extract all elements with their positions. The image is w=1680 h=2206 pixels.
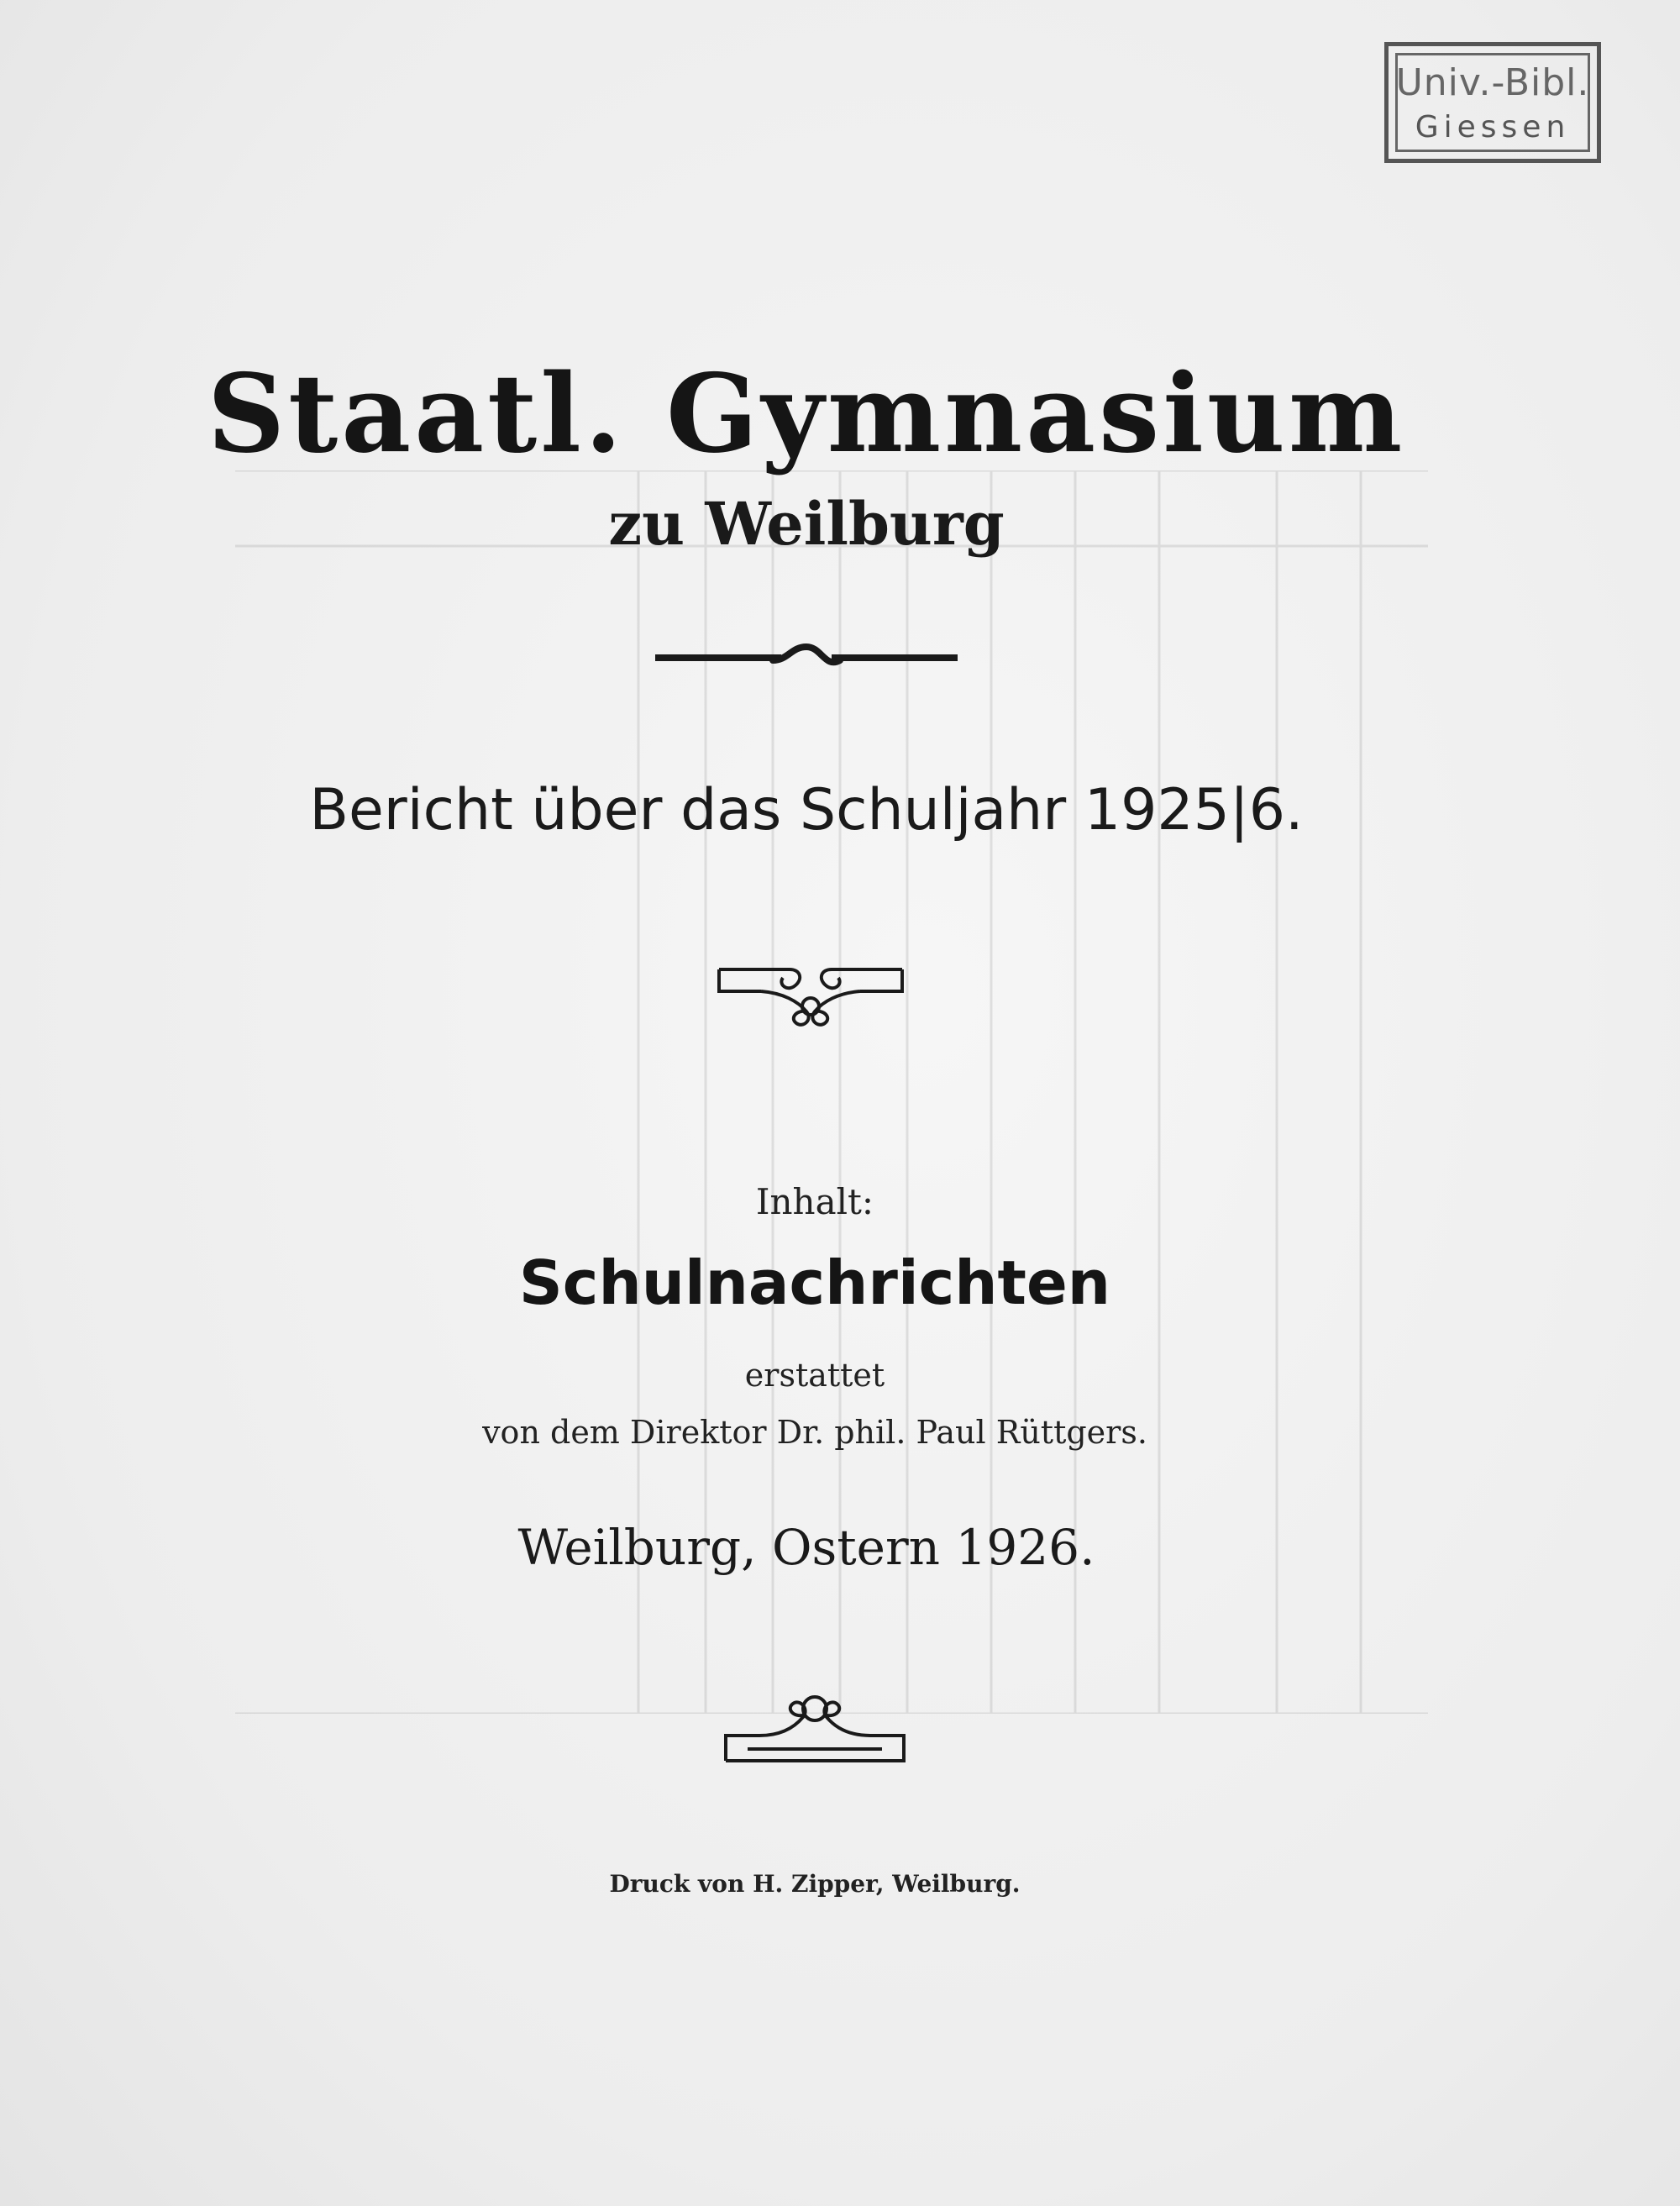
library-stamp (1384, 42, 1601, 163)
school-location: zu Weilburg (608, 489, 1005, 559)
report-title: Bericht über das Schuljahr 1925|6. (309, 777, 1304, 843)
stamp-line-2: Giessen (1415, 110, 1571, 144)
stamp-line-1: Univ.-Bibl. (1395, 61, 1590, 104)
ornament-top (716, 964, 906, 1030)
ornament-bottom (722, 1690, 907, 1766)
submitted-label: erstattet (744, 1357, 885, 1394)
school-title: Staatl. Gymnasium (207, 351, 1406, 477)
contents-title: Schulnachrichten (518, 1247, 1111, 1318)
place-date: Weilburg, Ostern 1926. (517, 1519, 1095, 1576)
contents-label: Inhalt: (755, 1181, 874, 1222)
printer-line: Druck von H. Zipper, Weilburg. (609, 1870, 1021, 1898)
decorative-rule (655, 640, 958, 677)
author-line: von dem Direktor Dr. phil. Paul Rüttgers. (482, 1414, 1147, 1451)
